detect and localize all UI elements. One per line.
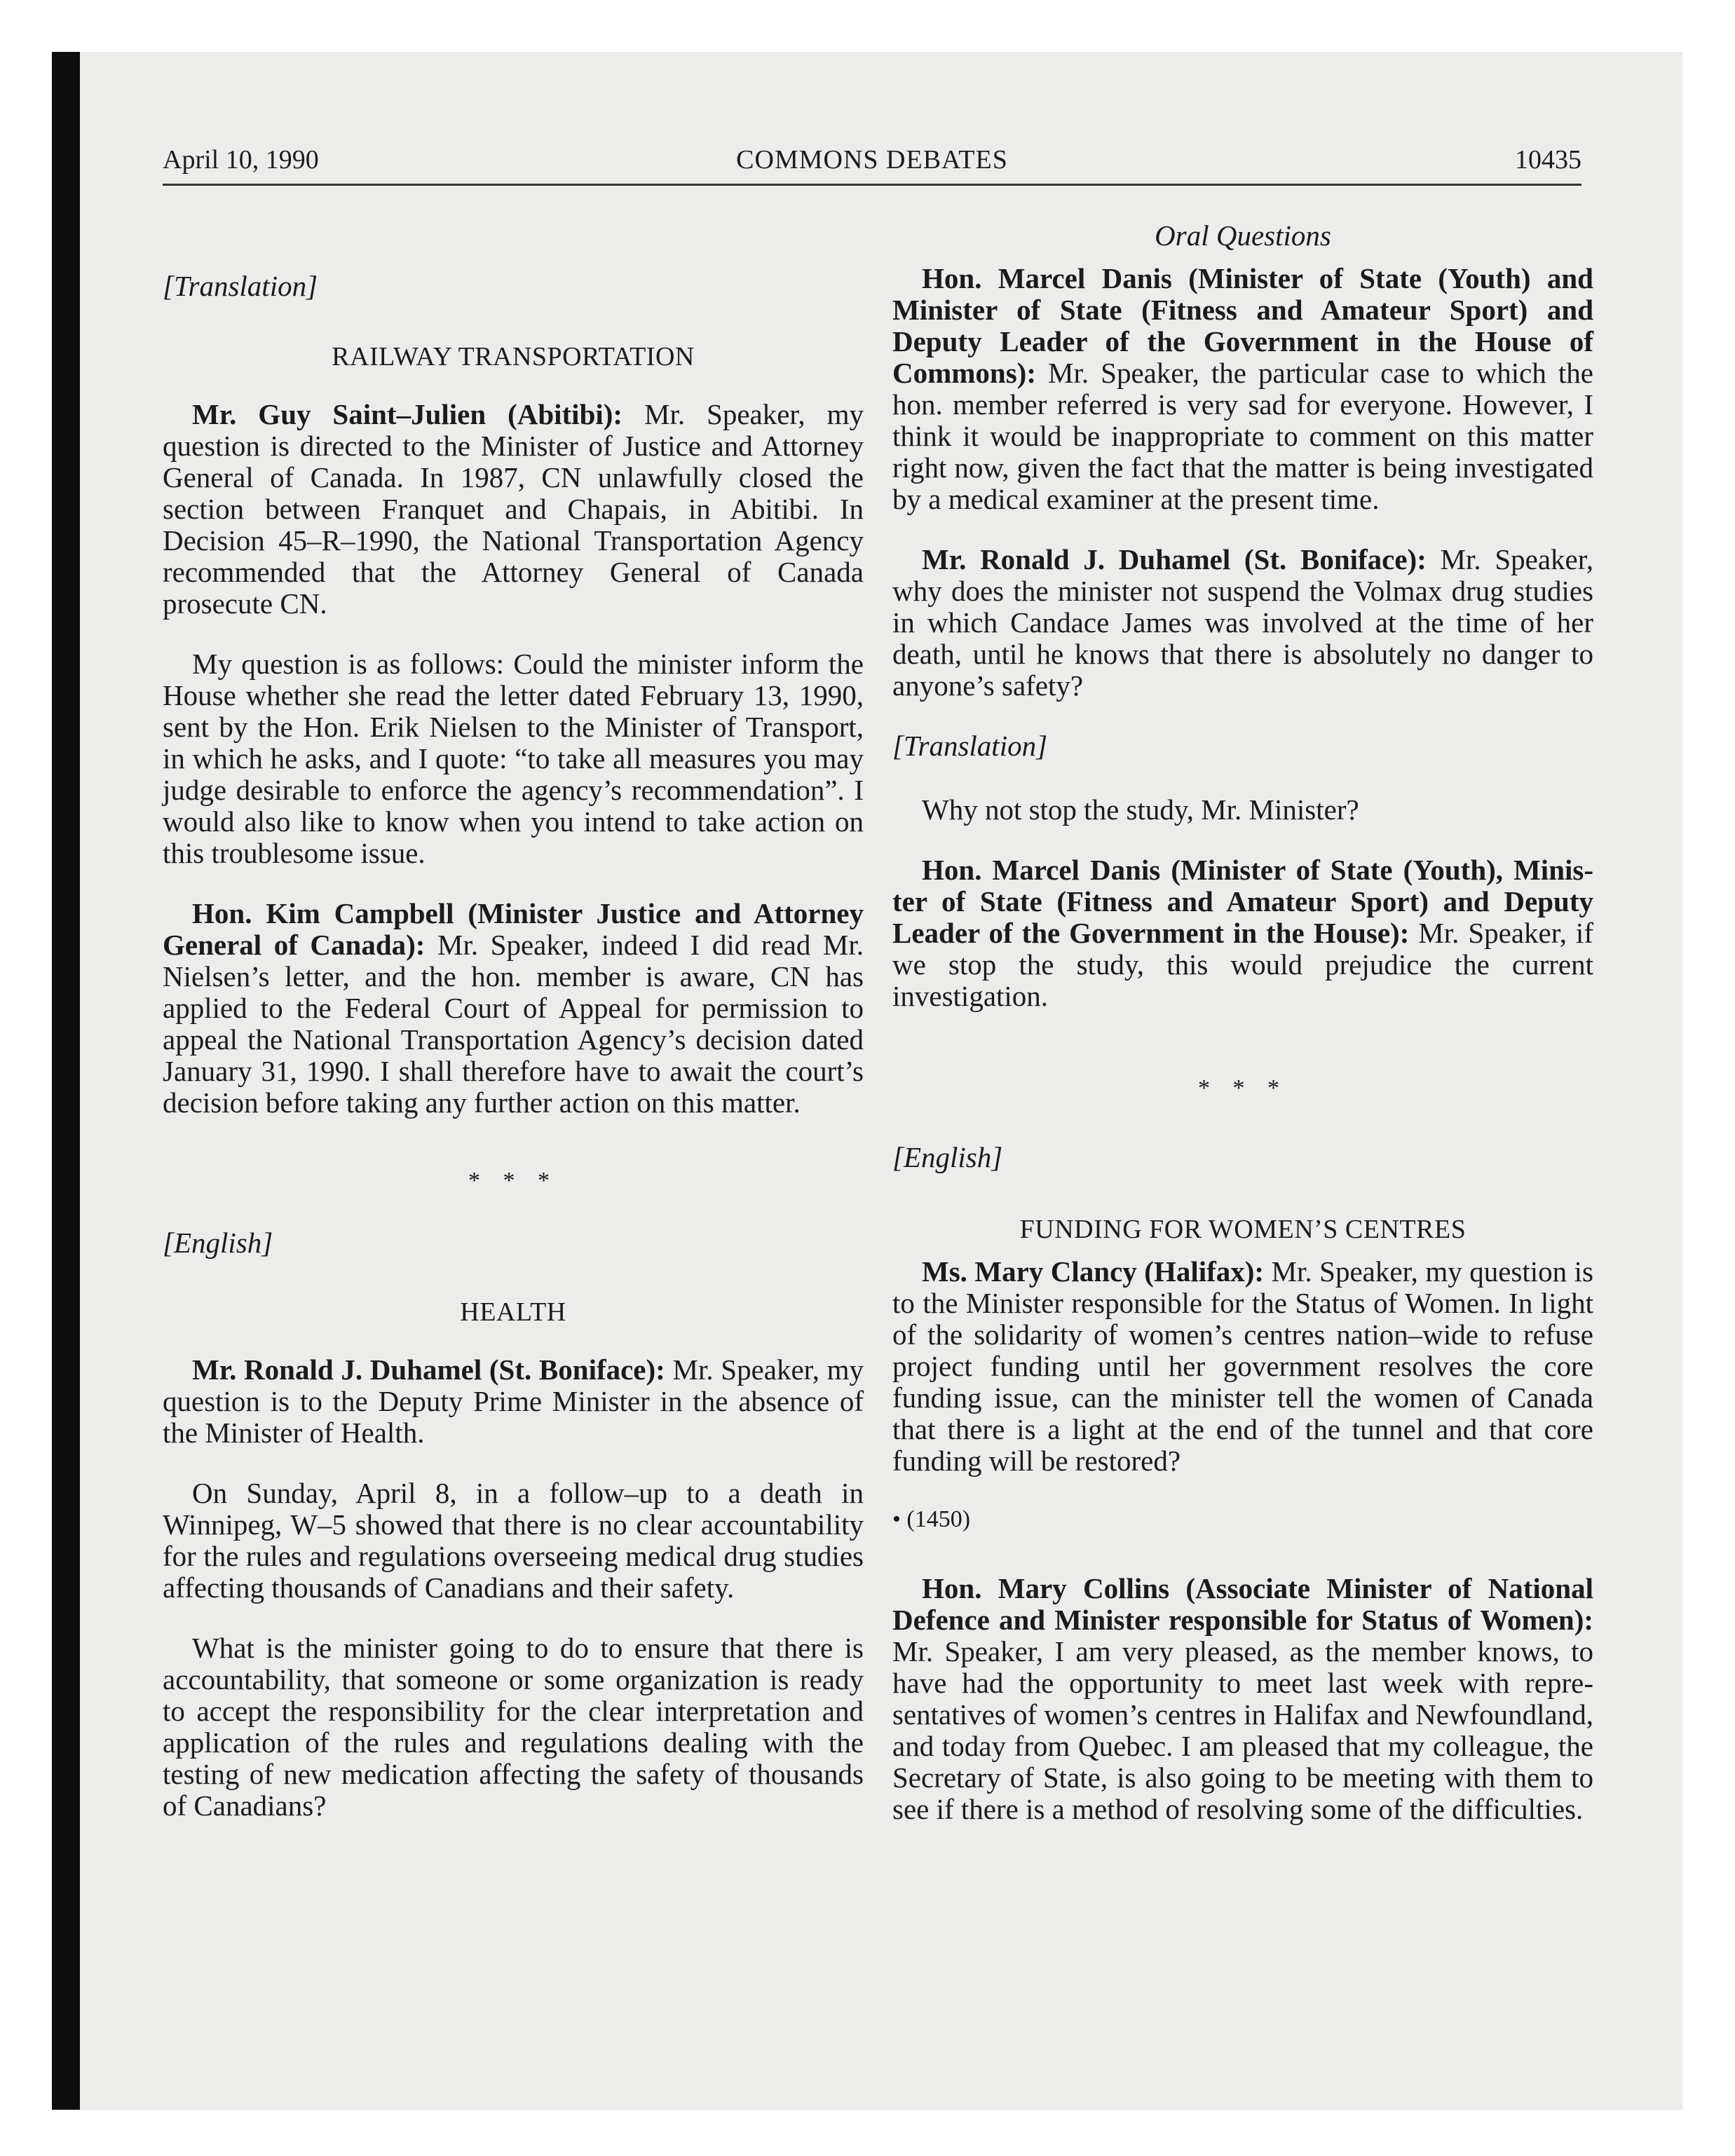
- paragraph-campbell-answer: [163, 898, 864, 1119]
- right-column: [892, 210, 1593, 1854]
- paragraph-saint-julien-followup: My question is as follows: Could the minister inform the House whether she read the letter dated February 13, 1990, sent by the Hon. Erik Nielsen to the Minister of Transport, in which he asks, and I quote: “to take all measures you may judge desirable to enforce the agency’s recommendation”. I would also like to know when you intend to take action on this troublesome issue.: [163, 648, 864, 869]
- heading-funding-womens-centres: FUNDING FOR WOMEN’S CENTRES: [1019, 1215, 1467, 1244]
- language-note-english: [English]: [163, 1227, 273, 1259]
- speaker-danis: Hon. Marcel Danis (Minister of State (Youth) and Minister of State (Fitness and Amateur Sport) and Deputy Leader of the Government in the House of Commons):: [892, 262, 1593, 389]
- paragraph-collins-answer: [892, 1573, 1593, 1825]
- speech-text: Mr. Speaker, indeed I did read Mr. Nielsen’s letter, and the hon. member is aware, CN has applied to the Federal Court of Appeal for permission to appeal the National Transportation Agency’s decision dated January 31, 1990. I shall therefore have to await the court’s decision before taking any further action on this matter.: [163, 929, 864, 1119]
- speaker-collins: Hon. Mary Collins (Associate Minister of National Defence and Minister responsible for Status of Women):: [892, 1572, 1593, 1636]
- section-break-stars: * * *: [1198, 1075, 1288, 1101]
- heading-health: HEALTH: [460, 1297, 566, 1327]
- speech-text: Mr. Speaker, the particular case to which the hon. member referred is very sad for everyone. However, I think it would be inappropriate to comment on this matter right now, given the fact that the matter is being investigated by a medical examiner at the present time.: [892, 357, 1593, 515]
- paragraph-duhamel-context: On Sunday, April 8, in a follow–up to a death in Winnipeg, W–5 showed that there is no clear accountability for the rules and regulations overseeing medical drug studies affecting thousands of Canadians and their safety.: [163, 1477, 864, 1604]
- speaker-clancy: Ms. Mary Clancy (Halifax):: [922, 1255, 1265, 1288]
- speaker-danis: Hon. Marcel Danis (Minister of State (Youth), Minister of State (Fitness and Amateur Sport) and Deputy Leader of the Government in the House):: [892, 854, 1593, 949]
- time-marker: • (1450): [892, 1506, 971, 1532]
- header-date: April 10, 1990: [163, 145, 319, 175]
- paragraph-duhamel-supplementary: [892, 544, 1593, 702]
- page-number: 10435: [1515, 145, 1581, 175]
- speech-text: Mr. Speaker, I am very pleased, as the member knows, to have had the opportunity to meet last week with representatives of women’s centres in Halifax and Newfoundland, and today from Quebec. I am pleased that my colleague, the Secretary of State, is also going to be meeting with them to see if there is a method of resolving some of the difficulties.: [892, 1635, 1593, 1825]
- paragraph-duhamel-followup: What is the minister going to do to ensure that there is accountability, that someone or some organization is ready to accept the responsibility for the clear interpretation and application of the rules and regulations dealing with the testing of new medication affecting the safety of thousands of Canadians?: [163, 1632, 864, 1822]
- section-break-stars: * * *: [468, 1168, 558, 1194]
- speaker-campbell: Hon. Kim Campbell (Minister Justice and Attorney General of Canada):: [163, 897, 864, 961]
- speaker-duhamel: Mr. Ronald J. Duhamel (St. Boniface):: [192, 1353, 665, 1386]
- language-note-translation: [Translation]: [892, 730, 1048, 762]
- paragraph-duhamel-short: Why not stop the study, Mr. Minister?: [922, 793, 1359, 826]
- paragraph-danis-answer: [892, 263, 1593, 515]
- speech-text: Mr. Speaker, my question is to the Deputy Prime Minister in the absence of the Minister of Health.: [163, 1353, 864, 1449]
- language-note-translation: [Translation]: [163, 270, 318, 302]
- paragraph-saint-julien-question: [163, 399, 864, 620]
- speech-text: Mr. Speaker, if we stop the study, this would prejudice the current investigation.: [892, 917, 1593, 1012]
- binding-edge: [52, 52, 80, 2110]
- speech-text: Mr. Speaker, why does the minister not suspend the Volmax drug studies in which Candace James was involved at the time of her death, until he knows that there is absolutely no danger to anyone’s safety?: [892, 543, 1593, 702]
- left-column: [163, 210, 864, 1850]
- speech-text: Mr. Speaker, my question is to the Minister responsible for the Status of Women. In light of the solidarity of women’s centres nation–wide to refuse project funding until her government resolves the core funding issue, can the minister tell the women of Canada that there is a light at the end of the tunnel and that core funding will be restored?: [892, 1255, 1593, 1477]
- speaker-saint-julien: Mr. Guy Saint–Julien (Abitibi):: [192, 398, 623, 430]
- paragraph-clancy-question: [892, 1256, 1593, 1477]
- heading-railway-transportation: RAILWAY TRANSPORTATION: [332, 342, 695, 371]
- paragraph-danis-second-answer: [892, 854, 1593, 1012]
- section-label-oral-questions: Oral Questions: [1155, 219, 1331, 252]
- paragraph-duhamel-question: [163, 1354, 864, 1449]
- header-title: COMMONS DEBATES: [736, 145, 1008, 175]
- language-note-english: [English]: [892, 1141, 1003, 1173]
- running-head: [163, 140, 1581, 186]
- speech-text: Mr. Speaker, my question is directed to the Minister of Justice and Attorney General of Canada. In 1987, CN unlawfully closed the section between Franquet and Chapais, in Abitibi. In Decision 45–R–1990, the National Transportation Agency recommended that the Attorney General of Canada prosecute CN.: [163, 398, 864, 620]
- speaker-duhamel: Mr. Ronald J. Duhamel (St. Boniface):: [922, 543, 1427, 575]
